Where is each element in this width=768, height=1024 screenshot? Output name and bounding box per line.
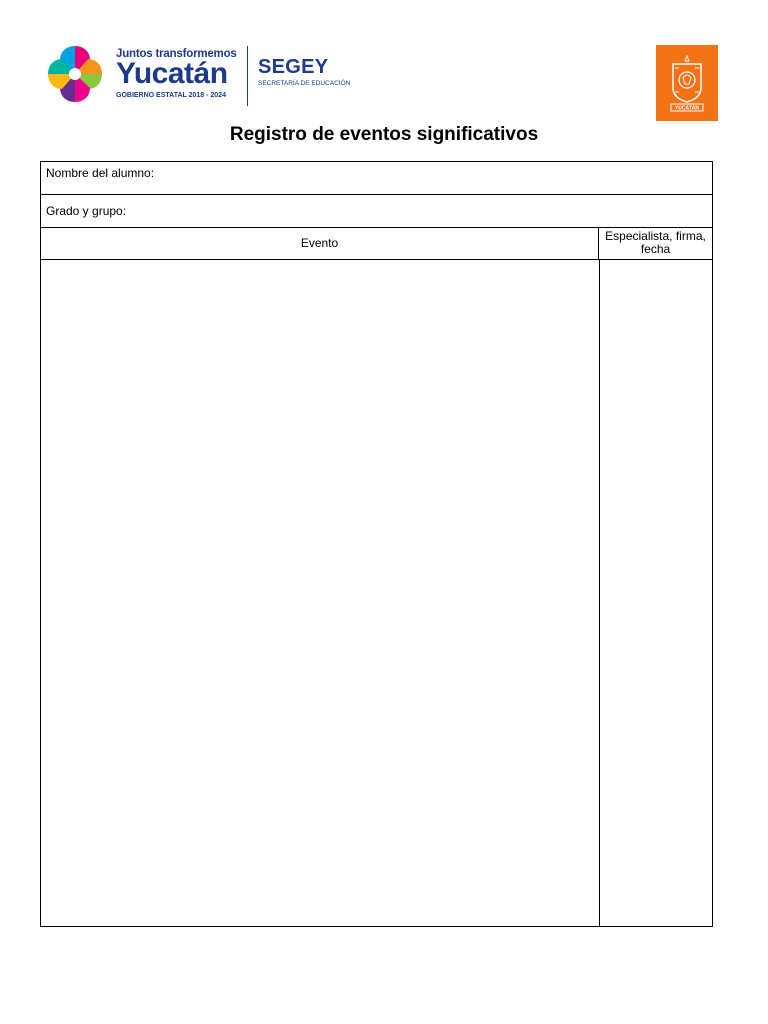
segey-logo (258, 56, 350, 87)
document-title: Registro de eventos significativos (229, 124, 539, 145)
column-header-especialista: Especialista, firma, fecha (599, 228, 712, 260)
crest-icon (667, 52, 707, 114)
event-record-form (40, 161, 713, 927)
yucatan-emblem-icon (44, 42, 106, 106)
logo-subtitle: GOBIERNO ESTATAL 2018 - 2024 (116, 92, 226, 99)
crest-label: YUCATÁN (674, 105, 700, 112)
logo-tagline: Juntos transformemos (116, 48, 237, 60)
segey-subtitle: SECRETARÍA DE EDUCACIÓN (258, 80, 351, 87)
logo-name: Yucatán (116, 57, 228, 90)
logo-divider (247, 46, 248, 106)
column-divider (599, 260, 600, 926)
yucatan-crest-logo (656, 45, 718, 121)
gobierno-yucatan-logo (44, 42, 364, 112)
grade-group-row[interactable] (41, 195, 712, 228)
student-name-row[interactable] (41, 162, 712, 195)
segey-title: SEGEY (258, 56, 329, 78)
student-name-label: Nombre del alumno: (46, 166, 155, 180)
grade-group-label: Grado y grupo: (46, 204, 127, 218)
column-header-evento: Evento (41, 228, 599, 260)
